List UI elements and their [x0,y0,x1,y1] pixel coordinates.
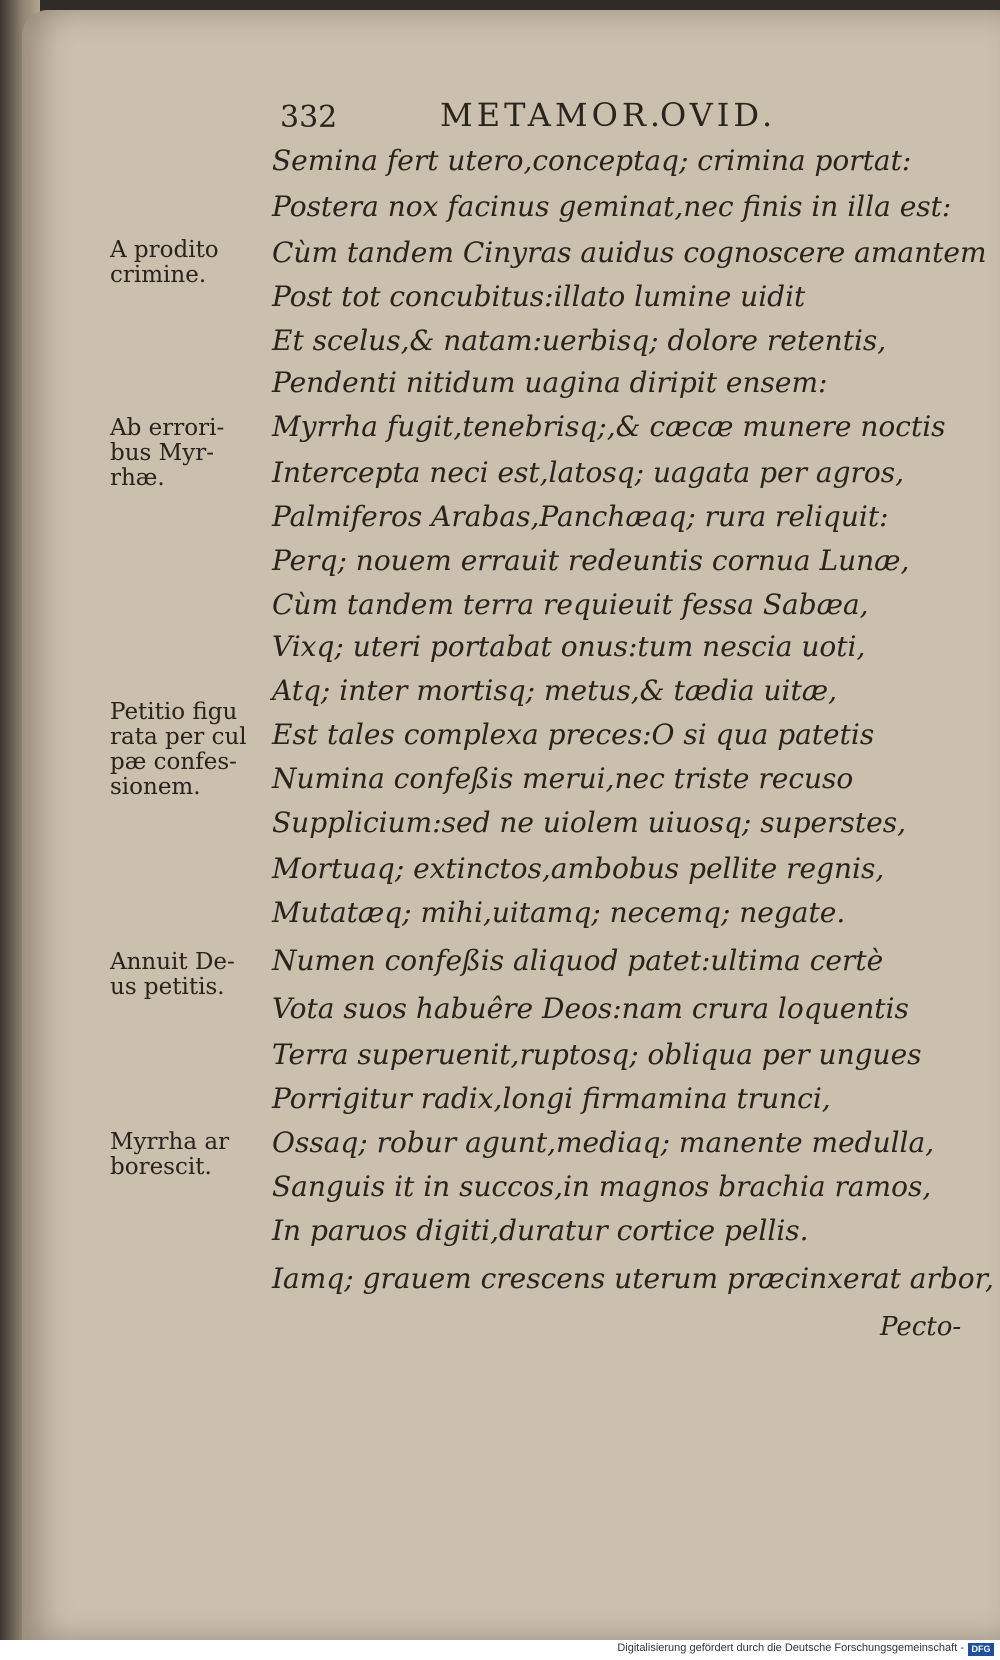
footer-band [0,1640,1000,1660]
funding-credit: Digitalisierung gefördert durch die Deutsche Forschungsgemeinschaft - [617,1642,964,1654]
gloss-line: Annuit De- [110,949,235,975]
gloss-line: pæ confes- [110,749,237,775]
verse-line: Iamq; grauem crescens uterum præcinxerat arbor, [272,1262,994,1295]
verse-line: Cùm tandem terra requieuit fessa Sabæa, [272,588,869,621]
gloss-line: A prodito [110,237,219,263]
gloss-line: us petitis. [110,974,225,1000]
gloss-line: crimine. [110,262,207,288]
dfg-logo: DFG [968,1643,994,1656]
page-number: 332 [280,100,338,135]
verse-line: Supplicium:sed ne uiolem uiuosq; superstes, [272,806,906,839]
verse-line: In paruos digiti,duratur cortice pellis. [272,1214,809,1247]
verse-line: Terra superuenit,ruptosq; obliqua per ungues [272,1038,922,1071]
verse-line: Palmiferos Arabas,Panchæaq; rura reliquit: [272,500,889,533]
gloss-line: bus Myr- [110,440,214,466]
catchword: Pecto- [880,1312,962,1342]
verse-line: Intercepta neci est,latosq; uagata per agros, [272,456,905,489]
verse-line: Numina confeßis merui,nec triste recuso [272,762,854,795]
verse-line: Est tales complexa preces:O si qua patetis [272,718,875,751]
verse-line: Sanguis it in succos,in magnos brachia ramos, [272,1170,932,1203]
verse-line: Postera nox facinus geminat,nec finis in illa est: [272,190,952,223]
gloss-line: sionem. [110,774,201,800]
verse-line: Vota suos habuêre Deos:nam crura loquentis [272,992,909,1025]
verse-line: Ossaq; robur agunt,mediaq; manente medulla, [272,1126,935,1159]
verse-line: Post tot concubitus:illato lumine uidit [272,280,806,313]
margin-gloss [110,238,270,288]
margin-gloss [110,416,270,491]
verse-line: Porrigitur radix,longi firmamina trunci, [272,1082,831,1115]
verse-line: Et scelus,& natam:uerbisq; dolore retentis, [272,324,887,357]
header-title-metamor: METAMOR. [440,96,665,134]
verse-line: Myrrha fugit,tenebrisq;,& cæcæ munere noctis [272,410,946,443]
verse-line: Pendenti nitidum uagina diripit ensem: [272,366,828,399]
verse-line: Perq; nouem errauit redeuntis cornua Lunæ, [272,544,910,577]
margin-gloss [110,1130,270,1180]
gloss-line: Myrrha ar [110,1129,230,1155]
margin-gloss [110,700,270,800]
margin-gloss [110,950,270,1000]
verse-line: Vixq; uteri portabat onus:tum nescia uoti, [272,630,866,663]
gloss-line: rhæ. [110,465,165,491]
verse-line: Atq; inter mortisq; metus,& tædia uitæ, [272,674,837,707]
verse-line: Cùm tandem Cinyras auidus cognoscere amantem [272,236,987,269]
verse-line: Semina fert utero,conceptaq; crimina portat: [272,144,912,177]
running-header [280,96,880,136]
gloss-line: Ab errori- [110,415,225,441]
gloss-line: rata per cul [110,724,247,750]
verse-line: Mortuaq; extinctos,ambobus pellite regnis, [272,852,885,885]
verse-line: Mutatæq; mihi,uitamq; necemq; negate. [272,896,846,929]
gloss-line: Petitio figu [110,699,238,725]
verse-line: Numen confeßis aliquod patet:ultima certè [272,944,884,977]
gloss-line: borescit. [110,1154,212,1180]
header-title-ovid: OVID. [660,96,777,134]
